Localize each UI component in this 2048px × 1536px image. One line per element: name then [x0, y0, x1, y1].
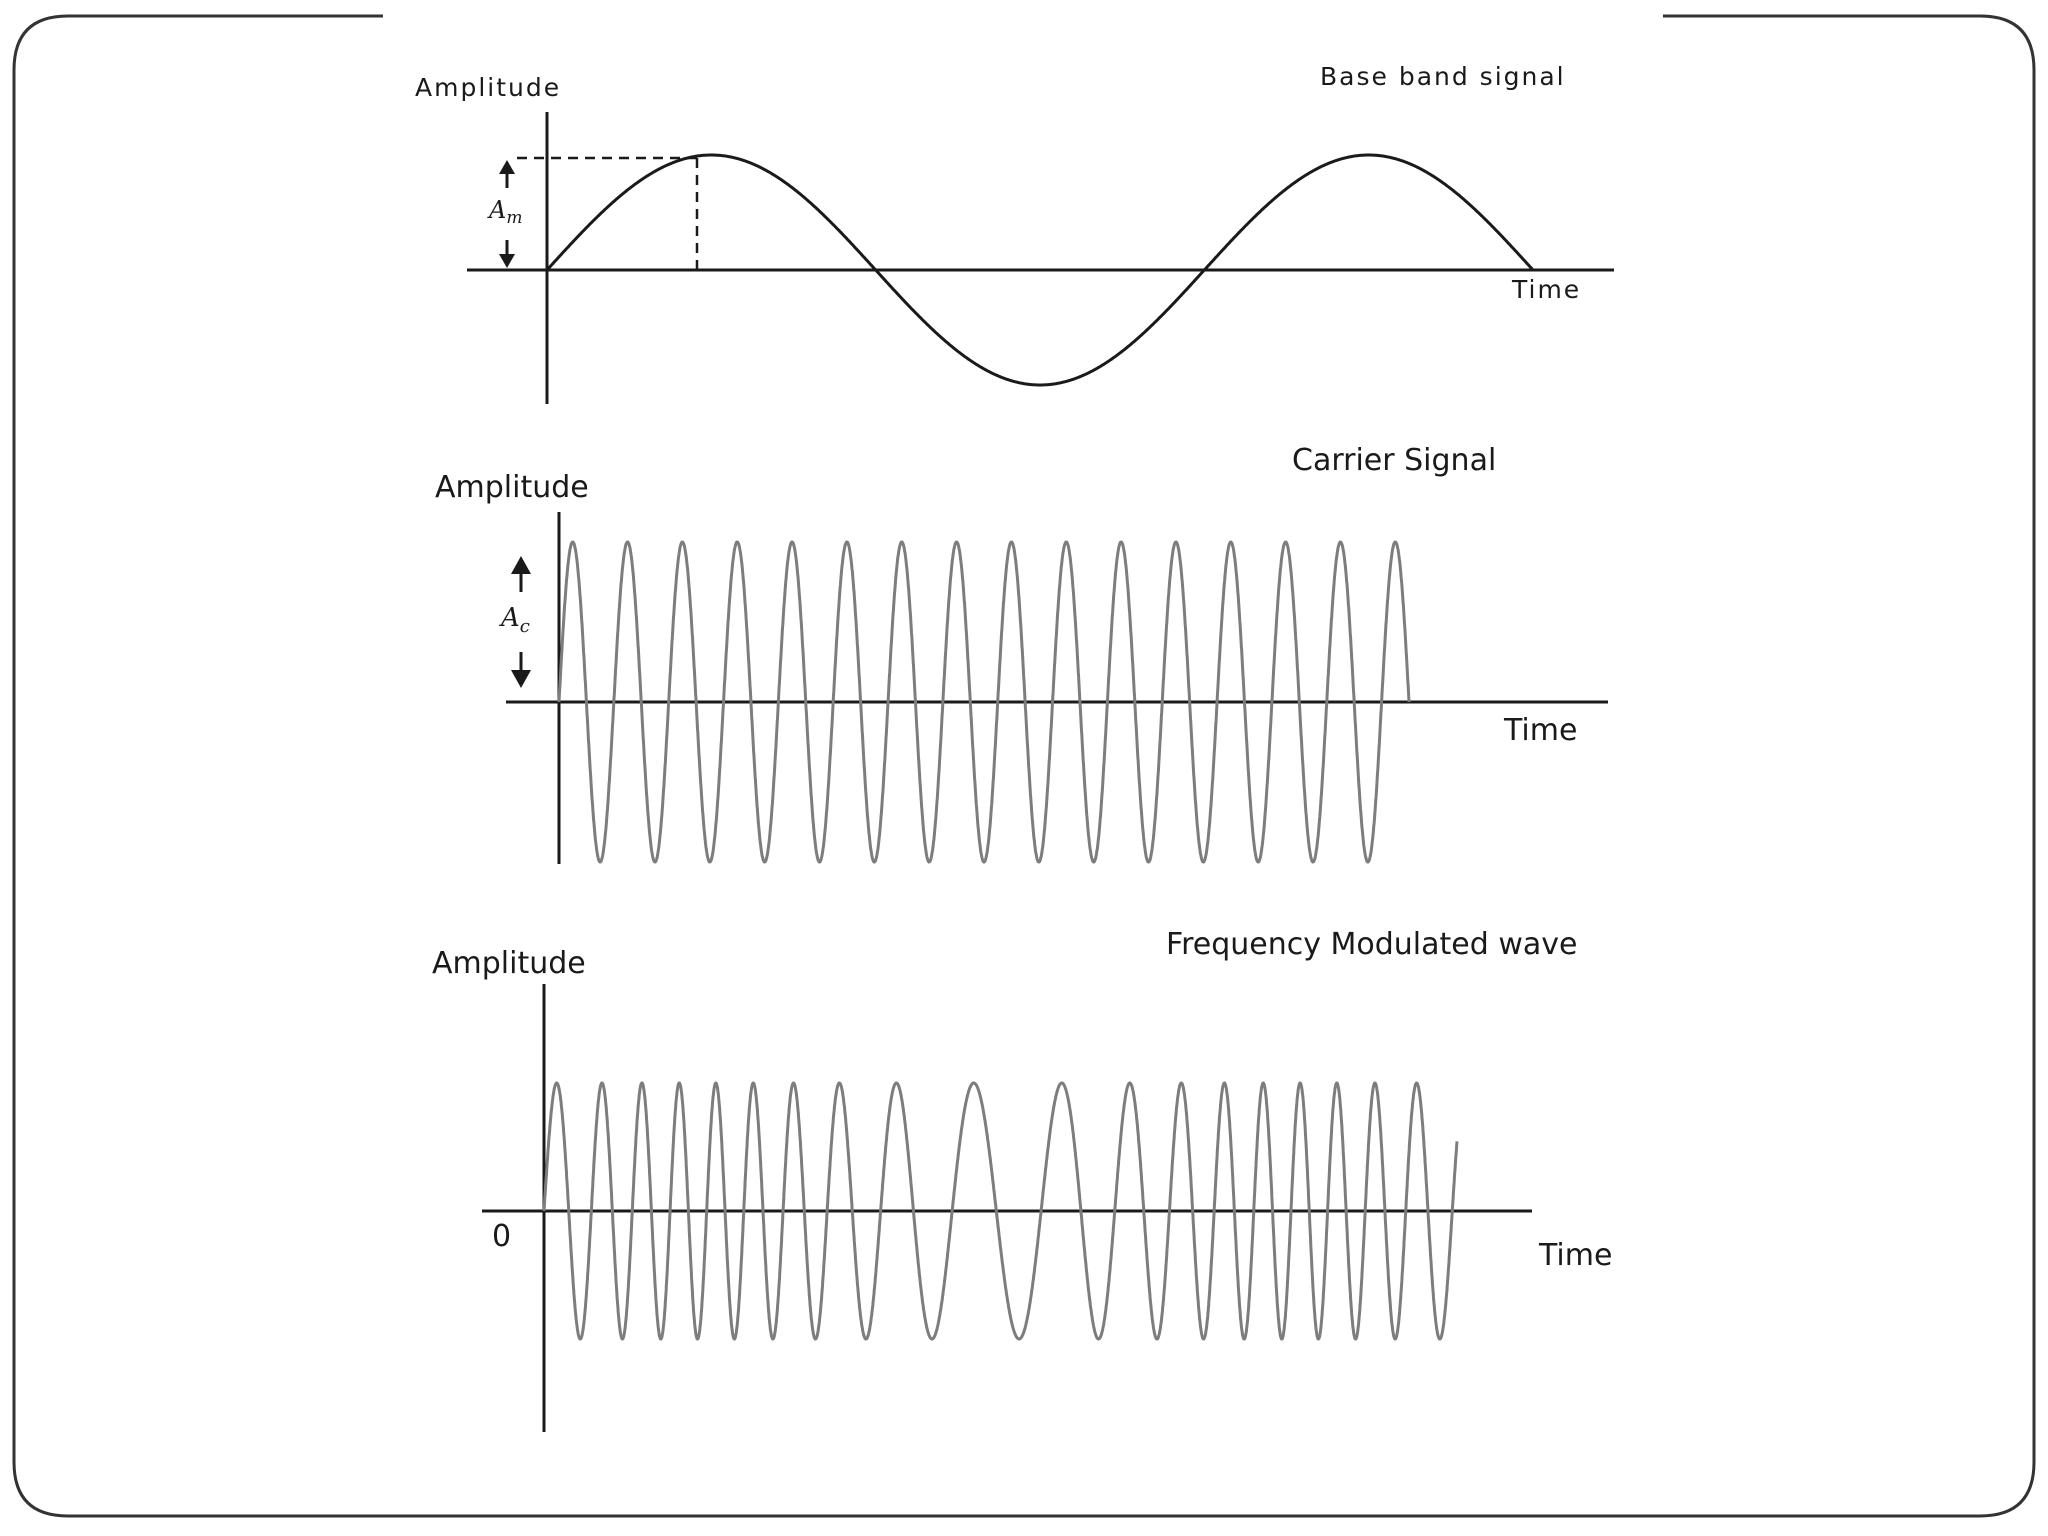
fm-y-label: Amplitude — [432, 946, 586, 981]
baseband-y-label: Amplitude — [415, 73, 562, 102]
carrier-x-label: Time — [1504, 713, 1578, 748]
carrier-y-label: Amplitude — [435, 470, 589, 505]
baseband-panel — [415, 62, 1614, 404]
fm-panel — [432, 927, 1612, 1432]
carrier-panel — [435, 443, 1608, 864]
fm-title: Frequency Modulated wave — [1166, 927, 1578, 962]
carrier-amplitude-symbol: $A_c$ — [501, 603, 530, 637]
slide-frame — [14, 16, 2034, 1516]
fm-x-label: Time — [1539, 1238, 1613, 1273]
baseband-x-label: Time — [1512, 275, 1582, 304]
carrier-title: Carrier Signal — [1292, 443, 1497, 478]
fm-origin-label: 0 — [492, 1219, 512, 1254]
baseband-title: Base band signal — [1320, 62, 1566, 91]
baseband-amplitude-symbol: $A_m$ — [489, 196, 523, 228]
